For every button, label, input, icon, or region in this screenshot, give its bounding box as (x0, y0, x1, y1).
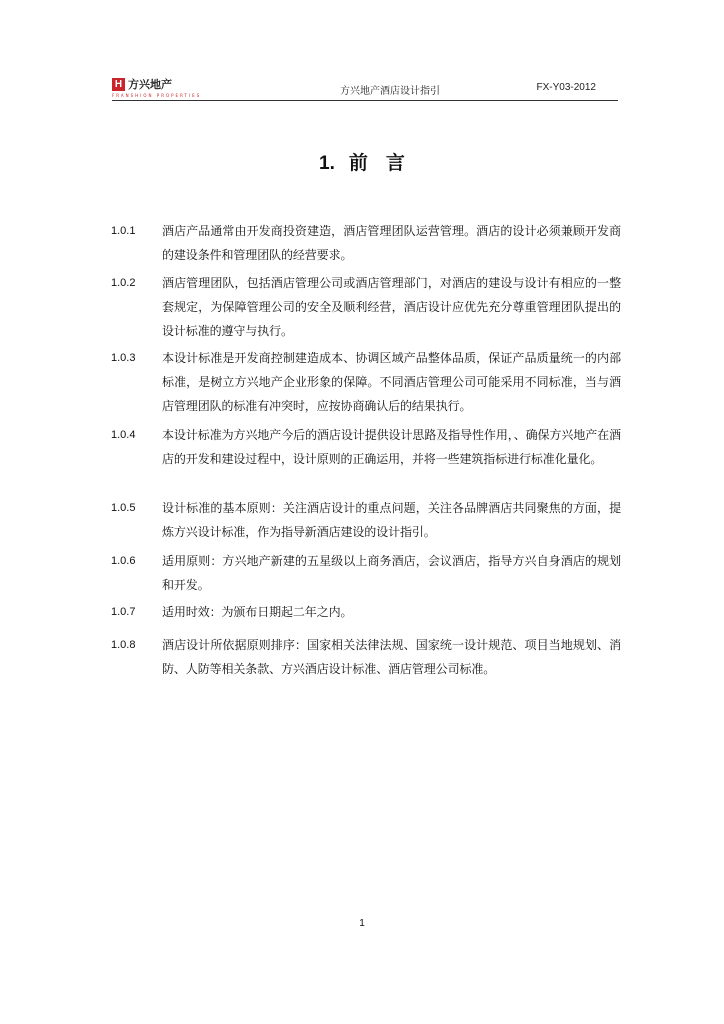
clause-number: 1.0.3 (111, 352, 136, 364)
clause-text: 酒店设计所依据原则排序：国家相关法律法规、国家统一设计规范、项目当地规划、消防、人防等相关条款、方兴酒店设计标准、酒店管理公司标准。 (162, 638, 621, 676)
logo-text: 方兴地产 (128, 78, 172, 91)
clause-number: 1.0.6 (111, 555, 136, 567)
clause-text: 本设计标准是开发商控制建造成本、协调区域产品整体品质，保证产品质量统一的内部标准，是树立方兴地产企业形象的保障。不同酒店管理公司可能采用不同标准，当与酒店管理团队的标准有冲突时，应按协商确认后的结果执行。 (162, 351, 621, 413)
clause-number: 1.0.7 (111, 606, 136, 618)
clause-item (111, 496, 621, 544)
clause-text: 设计标准的基本原则：关注酒店设计的重点问题，关注各品牌酒店共同聚焦的方面，提炼方兴设计标准，作为指导新酒店建设的设计指引。 (162, 501, 621, 539)
clause-number: 1.0.1 (111, 225, 136, 237)
section-title-part1: 前 (348, 152, 368, 174)
page-number: 1 (359, 918, 365, 929)
clause-item (111, 346, 621, 418)
clause-number: 1.0.5 (111, 502, 136, 514)
clause-number: 1.0.4 (111, 429, 136, 441)
clause-item (111, 423, 621, 471)
clause-text: 适用原则：方兴地产新建的五星级以上商务酒店，会议酒店，指导方兴自身酒店的规划和开发。 (162, 554, 621, 592)
clause-text: 适用时效：为颁布日期起二年之内。 (162, 605, 353, 619)
document-code: FX-Y03-2012 (536, 82, 596, 93)
clause-item (111, 633, 621, 681)
section-number: 1. (319, 153, 335, 174)
document-title: 方兴地产酒店设计指引 (340, 86, 440, 97)
clause-item (111, 549, 621, 597)
clause-text: 酒店管理团队，包括酒店管理公司或酒店管理部门，对酒店的建设与设计有相应的一整套规定，为保障管理公司的安全及顺利经营，酒店设计应优先充分尊重管理团队提出的设计标准的遵守与执行。 (162, 276, 621, 338)
clause-text: 酒店产品通常由开发商投资建造，酒店管理团队运营管理。酒店的设计必须兼顾开发商的建设条件和管理团队的经营要求。 (162, 224, 621, 262)
clause-number: 1.0.8 (111, 639, 136, 651)
header-divider (112, 100, 618, 101)
page-header (112, 78, 616, 102)
clause-item (111, 600, 621, 624)
clause-text: 本设计标准为方兴地产今后的酒店设计提供设计思路及指导性作用，、确保方兴地产在酒店的开发和建设过程中，设计原则的正确运用，并将一些建筑指标进行标准化量化。 (162, 428, 621, 466)
clause-item (111, 219, 621, 267)
section-heading (0, 148, 724, 175)
logo-subtext: FRANSHION PROPERTIES (112, 93, 202, 98)
logo-mark-icon: H (112, 78, 125, 91)
clause-item (111, 271, 621, 343)
section-title-part2: 言 (385, 152, 405, 174)
clause-number: 1.0.2 (111, 277, 136, 289)
